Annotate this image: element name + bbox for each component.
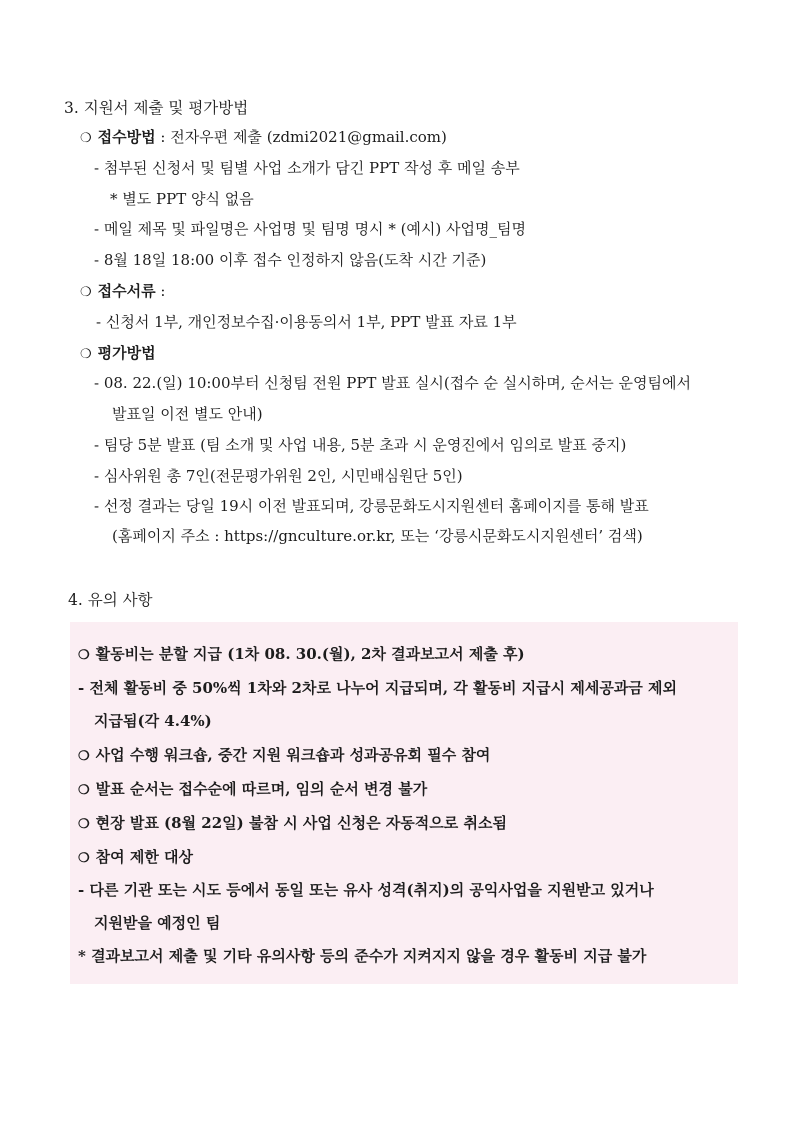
- circle-bullet-icon: ❍: [78, 851, 90, 866]
- docs-label: 접수서류: [97, 282, 156, 300]
- eval-item: (홈페이지 주소 : https://gnculture.or.kr, 또는 ‘강릉시문화도시지원센터’ 검색): [112, 527, 643, 545]
- notice-item: ❍ 활동비는 분할 지급 (1차 08. 30.(월), 2차 결과보고서 제출 후): [78, 644, 525, 666]
- notice-item: 지원받을 예정인 팀: [94, 914, 221, 932]
- eval-row: [80, 343, 156, 365]
- section3-title: 3. 지원서 제출 및 평가방법: [64, 99, 249, 117]
- method-item: - 메일 제목 및 파일명은 사업명 및 팀명 명시 * (예시) 사업명_팀명: [94, 220, 526, 238]
- method-item: - 8월 18일 18:00 이후 접수 인정하지 않음(도착 시간 기준): [94, 251, 487, 269]
- circle-bullet-icon: ❍: [78, 783, 90, 798]
- circle-bullet-icon: ❍: [80, 131, 92, 146]
- eval-item: - 심사위원 총 7인(전문평가위원 2인, 시민배심원단 5인): [94, 467, 463, 485]
- notice-item: ❍ 참여 제한 대상: [78, 847, 193, 869]
- eval-item: - 08. 22.(일) 10:00부터 신청팀 전원 PPT 발표 실시(접수 순 실시하며, 순서는 운영팀에서: [94, 374, 691, 392]
- section4-title: 4. 유의 사항: [68, 591, 153, 609]
- eval-item: - 선정 결과는 당일 19시 이전 발표되며, 강릉문화도시지원센터 홈페이지를 통해 발표: [94, 497, 649, 515]
- notice-item: ❍ 사업 수행 워크숍, 중간 지원 워크숍과 성과공유회 필수 참여: [78, 745, 490, 767]
- notice-item: ❍ 발표 순서는 접수순에 따르며, 임의 순서 변경 불가: [78, 779, 427, 801]
- circle-bullet-icon: ❍: [80, 347, 92, 362]
- notice-item: * 결과보고서 제출 및 기타 유의사항 등의 준수가 지켜지지 않을 경우 활동비 지급 불가: [78, 947, 647, 965]
- circle-bullet-icon: ❍: [78, 648, 90, 663]
- eval-label: 평가방법: [97, 344, 156, 362]
- notice-item: - 전체 활동비 중 50%씩 1차와 2차로 나누어 지급되며, 각 활동비 지급시 제세공과금 제외: [78, 679, 678, 697]
- docs-item: - 신청서 1부, 개인정보수집·이용동의서 1부, PPT 발표 자료 1부: [96, 313, 517, 331]
- method-label: 접수방법: [97, 128, 156, 146]
- notice-item: - 다른 기관 또는 시도 등에서 동일 또는 유사 성격(취지)의 공익사업을 지원받고 있거나: [78, 881, 654, 899]
- eval-item: 발표일 이전 별도 안내): [112, 405, 263, 423]
- method-item: - 첨부된 신청서 및 팀별 사업 소개가 담긴 PPT 작성 후 메일 송부: [94, 159, 520, 177]
- method-row: [80, 127, 447, 149]
- notice-item: ❍ 현장 발표 (8월 22일) 불참 시 사업 신청은 자동적으로 취소됨: [78, 813, 507, 835]
- circle-bullet-icon: ❍: [78, 749, 90, 764]
- eval-item: - 팀당 5분 발표 (팀 소개 및 사업 내용, 5분 초과 시 운영진에서 임의로 발표 중지): [94, 436, 627, 454]
- circle-bullet-icon: ❍: [78, 817, 90, 832]
- notice-item: 지급됨(각 4.4%): [94, 712, 212, 730]
- docs-row: [80, 281, 165, 303]
- circle-bullet-icon: ❍: [80, 285, 92, 300]
- method-item: * 별도 PPT 양식 없음: [110, 190, 254, 208]
- docs-text: :: [155, 282, 166, 300]
- method-text: : 전자우편 제출 (zdmi2021@gmail.com): [155, 128, 447, 146]
